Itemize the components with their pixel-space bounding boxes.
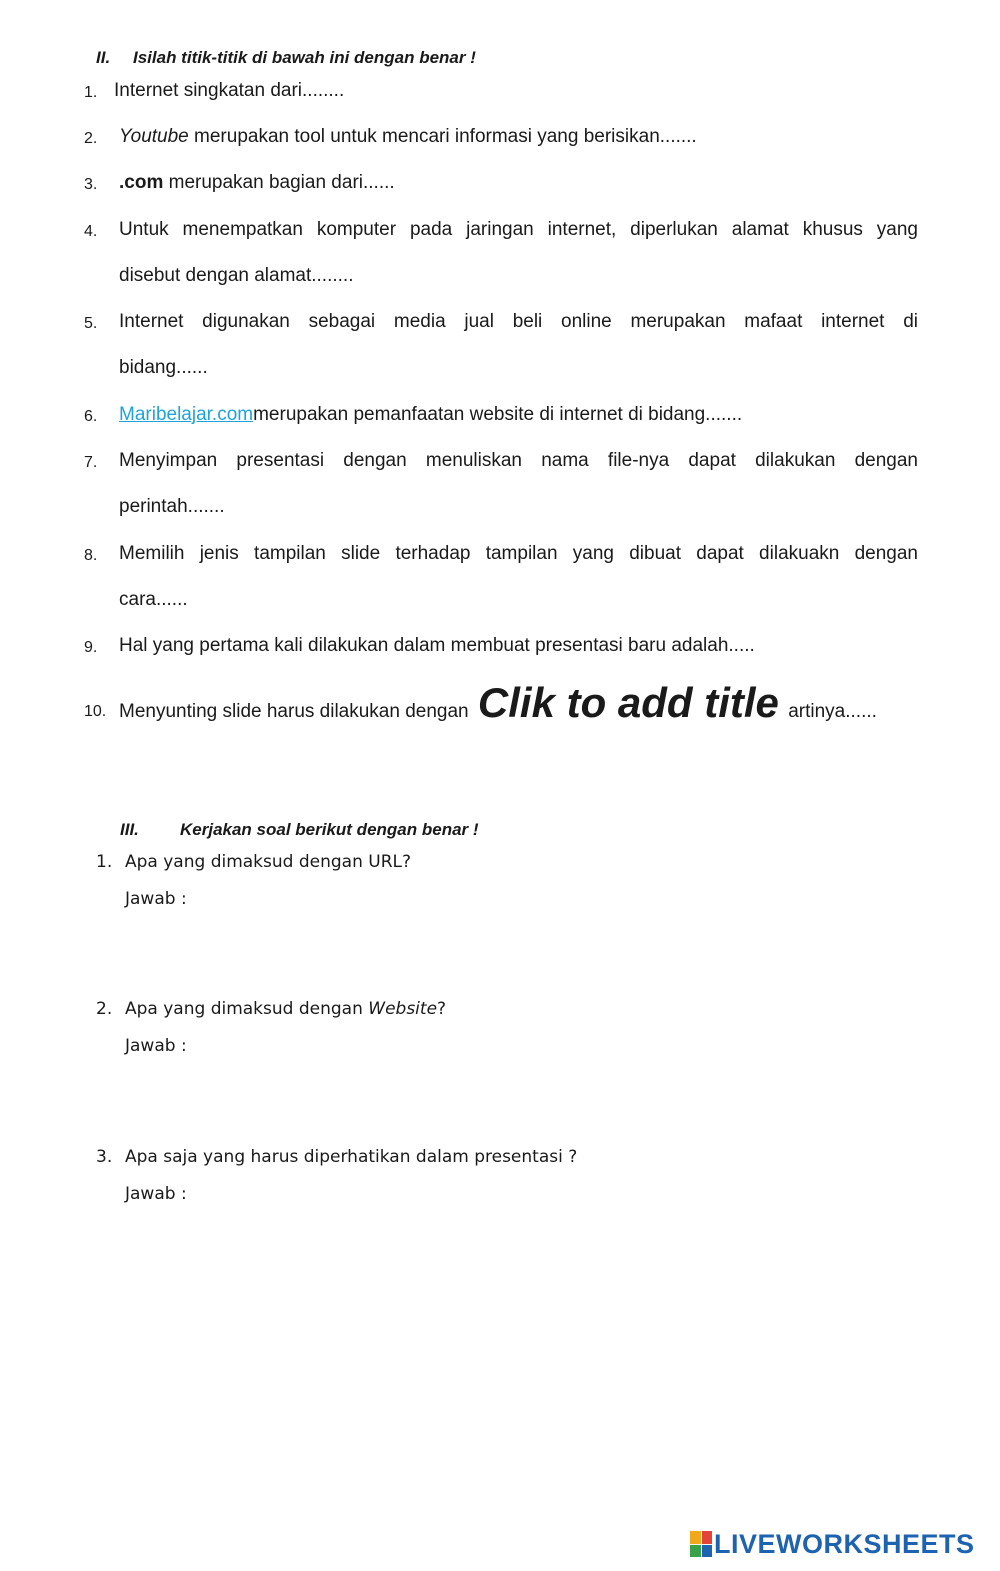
section-3-number: III. bbox=[120, 820, 139, 839]
item-number: 1. bbox=[84, 84, 98, 101]
item-text: Menyimpan presentasi dengan menuliskan nama file-nya dapat dilakukan dengan bbox=[119, 450, 918, 471]
item-number: 9. bbox=[84, 639, 98, 656]
liveworksheets-logo-icon bbox=[690, 1531, 712, 1557]
section-3-heading bbox=[120, 820, 479, 840]
fill-item-9 bbox=[84, 623, 918, 669]
item-number: 3. bbox=[84, 176, 98, 193]
answer-label: Jawab : bbox=[125, 1036, 187, 1056]
item-text-line-2: cara...... bbox=[119, 589, 188, 610]
item-text-line-2: disebut dengan alamat........ bbox=[119, 265, 354, 286]
item-text bbox=[119, 114, 918, 160]
item-text bbox=[119, 160, 918, 206]
italic-term: Website bbox=[368, 999, 438, 1019]
answer-label: Jawab : bbox=[125, 1184, 187, 1204]
item-number: 10. bbox=[84, 703, 107, 720]
bold-term: .com bbox=[119, 172, 164, 193]
logo-text: LIVEWORKSHEETS bbox=[714, 1528, 975, 1559]
item-text: Memilih jenis tampilan slide terhadap tampilan yang dibuat dapat dilakuakn dengan bbox=[119, 543, 918, 564]
answer-label: Jawab : bbox=[125, 889, 187, 909]
maribelajar-link[interactable]: Maribelajar.com bbox=[119, 404, 254, 425]
item-text-before: Menyunting slide harus dilakukan dengan bbox=[119, 701, 474, 722]
fill-item-10 bbox=[84, 680, 918, 730]
item-number: 7. bbox=[84, 454, 98, 471]
item-text-content: Internet singkatan dari........ bbox=[114, 80, 345, 101]
fill-item-4 bbox=[84, 207, 918, 299]
italic-term: Youtube bbox=[119, 126, 189, 147]
item-text-line-2: bidang...... bbox=[119, 357, 208, 378]
fill-item-3 bbox=[84, 160, 918, 206]
section-2-heading bbox=[96, 48, 476, 68]
item-number: 8. bbox=[84, 547, 98, 564]
question-number: 3. bbox=[96, 1147, 113, 1167]
item-number: 6. bbox=[84, 408, 98, 425]
item-number: 5. bbox=[84, 315, 98, 332]
item-text bbox=[119, 392, 918, 438]
fill-item-1 bbox=[84, 68, 918, 114]
question-number: 2. bbox=[96, 999, 113, 1019]
liveworksheets-logo bbox=[690, 1530, 975, 1558]
item-text bbox=[114, 68, 913, 114]
section-2-number: II. bbox=[96, 48, 111, 67]
question-text-after: ? bbox=[437, 999, 447, 1019]
clik-to-add-title-text: Clik to add title bbox=[477, 679, 779, 726]
section-2-title: Isilah titik-titik di bawah ini dengan benar ! bbox=[133, 48, 476, 67]
item-text-line-2: perintah....... bbox=[119, 496, 225, 517]
item-text: Hal yang pertama kali dilakukan dalam membuat presentasi baru adalah..... bbox=[119, 635, 755, 656]
question-text: Apa saja yang harus diperhatikan dalam presentasi ? bbox=[125, 1147, 578, 1167]
question-text bbox=[125, 999, 446, 1019]
fill-item-8 bbox=[84, 531, 918, 623]
fill-item-2 bbox=[84, 114, 918, 160]
question-number: 1. bbox=[96, 852, 113, 872]
item-text bbox=[119, 680, 918, 735]
item-text-content: merupakan tool untuk mencari informasi yang berisikan....... bbox=[188, 126, 697, 147]
fill-item-5 bbox=[84, 299, 918, 391]
item-text-after: artinya...... bbox=[782, 701, 877, 722]
fill-item-6 bbox=[84, 392, 918, 438]
item-text-content: merupakan pemanfaatan website di internet di bidang....... bbox=[253, 404, 743, 425]
item-number: 2. bbox=[84, 130, 98, 147]
question-text: Apa yang dimaksud dengan URL? bbox=[125, 852, 412, 872]
item-number: 4. bbox=[84, 223, 98, 240]
fill-item-7 bbox=[84, 438, 918, 530]
section-3-title: Kerjakan soal berikut dengan benar ! bbox=[180, 820, 479, 839]
item-text: Internet digunakan sebagai media jual beli online merupakan mafaat internet di bbox=[119, 311, 918, 332]
item-text-content: merupakan bagian dari...... bbox=[163, 172, 395, 193]
item-text: Untuk menempatkan komputer pada jaringan internet, diperlukan alamat khusus yang bbox=[119, 219, 918, 240]
question-text-before: Apa yang dimaksud dengan bbox=[125, 999, 369, 1019]
